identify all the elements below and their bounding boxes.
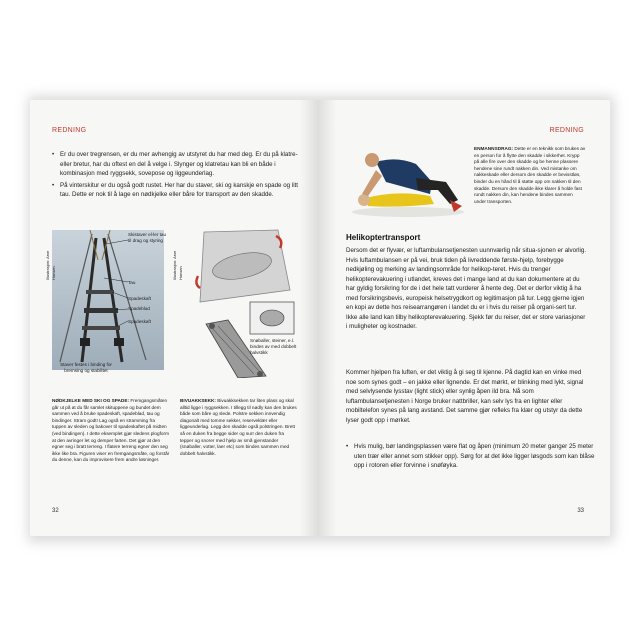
section-heading: Helikoptertransport bbox=[346, 233, 421, 242]
left-page-number: 32 bbox=[52, 508, 59, 514]
bullet-item: • På vinterskitur er du også godt rustet. Her har du staver, ski og kanskje en spade og litt tau. Dette er nok til å lage en nødkjelke eller båre for transport av den skadde. bbox=[52, 181, 300, 200]
photo-drawing bbox=[346, 142, 468, 218]
landing-bullet: • Hvis mulig, bør landingsplassen være flat og åpen (minimum 20 meter ganger 25 meter uten trær eller annet som stikker opp). Sørg for at det ikke ligger løsgods som kan blåse opp i rotoren eller forvinne i snøføyka. bbox=[346, 442, 596, 471]
right-page-header: REDNING bbox=[549, 127, 584, 134]
sled-text-title: NØDKJELKE MED SKI OG SPADE: bbox=[52, 398, 130, 403]
bivouac-caption: Snøballer, steiner, e.l. bindes av med dobbelt halvstikk bbox=[250, 338, 297, 355]
left-bullet-list bbox=[52, 150, 300, 202]
label-rope: Tau bbox=[128, 280, 136, 285]
gutter-shadow-right bbox=[318, 100, 336, 536]
sled-text-column bbox=[52, 398, 170, 464]
bivouac-credit: Illustrasjon: Arve Hansen bbox=[172, 250, 183, 280]
label-shovel-blade: Spadeblad bbox=[128, 306, 150, 311]
sled-credit: Illustrasjon: Arve Hansen bbox=[45, 250, 56, 280]
bivouac-text-body: Bivuakksekken tar liten plass og skal alltid ligge i ryggsekken. I tillegg til nødly kan den brukes både som båre og slede. Polstre sekken innvendig diagonalt med tomme sekker, reserveklær eller liggeunderlag. Legg den skadde også polstringen. Brett så en duken fra begge sider og surr den duken fra tepper og snorer med hjelp av små gjenstander (snøballer, votter, laer etc) som bindes sammen med dobbelt halvstikk. bbox=[180, 398, 297, 456]
paragraph-1: Dersom det er flyvær, er luftambulansetjenesten uunnværlig når situa-sjonen er alvorlig. Hvis luftambulansen er på vei, bruk tiden på livreddende første-hjelp, forebygge nedkjøling og merking av landingsområde for helikop-teret. Hvis du trenger helikopterevakuering i utlandet, kreves det i mange land at du kan dokumentere at du har gyldig forsikring for de i det hele tatt vurderer å hente deg. Det er derfor viktig å ha med forsikringsbevis, europeisk helsetrygdkort og legitimasjon på tur. Legg gjerne igjen en kopi av dette hos reisearrangøren i landet du er i hvis du reiser på organi-sert tur. Ikke alle land kan tilby helikopterevakuering. Sjekk før du reiser, det er store variasjoner i muligheter og kostnader. bbox=[346, 247, 587, 330]
photo-caption-title: ENMANNSDRAG: bbox=[474, 146, 514, 151]
right-page bbox=[318, 100, 610, 536]
label-shovel-shaft: Spadeskaft bbox=[128, 296, 151, 301]
gutter-shadow-left bbox=[300, 100, 318, 536]
bivouac-text-column bbox=[180, 398, 298, 457]
label-shovel-shaft-2: Spadeskaft bbox=[128, 319, 151, 324]
paragraph-2: Kommer hjelpen fra luften, er det viktig å gi seg til kjenne. På dagtid kan en vinke med noe som synes godt – en jakke eller lignende. Er det mørkt, er blinking med lykt, signal med selvlysende lysstav (light stick) eller synlig åpen ild bra. Nå som luftambulansetjenesten i Norge bruker nattbriller, kan selv lys fra en lighter eller mobiltelefon synes på lang avstand. Det samme gjør refleks fra klær og utstyr da dette lyser godt opp i mørket. bbox=[346, 369, 584, 424]
right-page-number: 33 bbox=[577, 508, 584, 514]
left-page bbox=[30, 100, 318, 536]
photo-caption bbox=[474, 146, 586, 205]
photo-caption-text: Dette er en teknikk som brukes av en person for å flytte den skadde i sikkerhet. Krypp på alle fire over den skadde og be henne plassere hendene sine rundt nakken din. Ved mistanke om nakkeskade eller dersom den skadde er bevisstløs, binder du en hånd til å støtte opp om nakken til den skadde. Dersom den skadde ikke klarer å holde fast rundt nakken din, kan hendene bindes sammen under transporten. bbox=[474, 146, 586, 204]
drag-technique-photo bbox=[346, 142, 468, 218]
bullet-item: • Er du over tregrensen, er du mer avhengig av utstyret du har med deg. Er du på klatre- eller bretur, har du oftest en del å velge i. Slynger og klatretau kan bli en både i kombinasjon med ryggsekk, sovepose og liggeunderlag. bbox=[52, 150, 300, 179]
label-pole-binding: Staver festes i binding for bremsing og stabilitet bbox=[60, 362, 112, 373]
sled-text-body: Fremgangsmåten går ut på at du får samlet skituppene og bundet dem sammen ved å bruke spadeskaft, spadeblad, tau og bindinger. Stram godt! Lag også en stramming fra tuppen av sleden og bakover til spadeskaftet på midten (ved bindingen). I dette eksemplet gjør sledens plogform at den avringer let og demper farten. Det gjør at den egner seg i bratt terreng. I flatere terreng egner den seg ikke like bra. Figuren viser en fremgangsmåte, og forstår du denne, kan du improvisere frem andre løsninger. bbox=[52, 398, 170, 463]
bivouac-text-title: BIVUAKKSEKK: bbox=[180, 398, 216, 403]
label-poles: Skistaver el-ler tau til drag og styring bbox=[128, 232, 167, 243]
left-page-header: REDNING bbox=[52, 127, 87, 134]
